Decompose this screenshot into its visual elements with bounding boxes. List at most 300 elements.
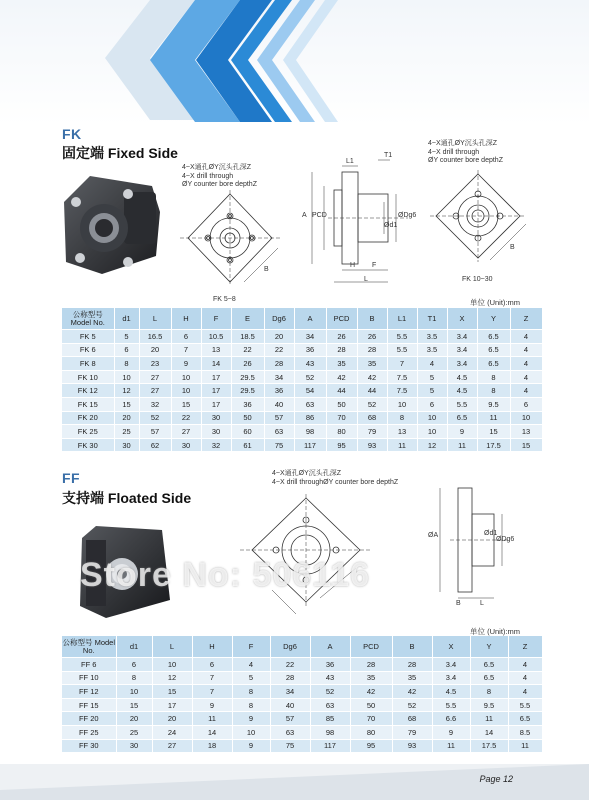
value-cell: 15 — [152, 685, 192, 699]
value-cell: 7.5 — [387, 384, 417, 398]
value-cell: 93 — [357, 438, 387, 451]
value-cell: 4 — [510, 357, 542, 371]
header-banner — [0, 0, 589, 125]
value-cell: 68 — [392, 712, 432, 726]
value-cell: 9 — [447, 425, 477, 439]
value-cell: 8 — [114, 357, 139, 371]
model-cell: FK 8 — [62, 357, 114, 371]
value-cell: 7 — [171, 343, 201, 357]
value-cell: 7.5 — [387, 370, 417, 384]
value-cell: 70 — [350, 712, 392, 726]
table-row — [62, 671, 542, 685]
value-cell: 93 — [392, 739, 432, 752]
value-cell: 6.5 — [470, 658, 508, 672]
value-cell: 12 — [114, 384, 139, 398]
value-cell: 4 — [510, 370, 542, 384]
value-cell: 27 — [139, 370, 171, 384]
value-cell: 18 — [192, 739, 232, 752]
fk-dim-l1: L1 — [346, 158, 354, 165]
value-cell: 80 — [326, 425, 357, 439]
value-cell: 36 — [310, 658, 350, 672]
table-header-cell: A — [294, 308, 326, 330]
value-cell: 15 — [114, 397, 139, 411]
value-cell: 6.6 — [432, 712, 470, 726]
value-cell: 28 — [357, 343, 387, 357]
value-cell: 7 — [387, 357, 417, 371]
value-cell: 8 — [232, 698, 270, 712]
value-cell: 4 — [508, 671, 542, 685]
value-cell: 18.5 — [231, 330, 264, 344]
page-number: Page 12 — [479, 774, 513, 784]
value-cell: 10 — [510, 411, 542, 425]
value-cell: 20 — [139, 343, 171, 357]
value-cell: 11 — [192, 712, 232, 726]
table-header-cell: Z — [508, 636, 542, 658]
value-cell: 10 — [116, 685, 152, 699]
table-header-cell: L — [152, 636, 192, 658]
fk-section-title: 固定端 Fixed Side — [62, 145, 178, 161]
fk-dim-b-left: B — [264, 266, 269, 273]
table-header-cell: 公称型号 Model No. — [62, 636, 116, 658]
model-cell: FK 12 — [62, 384, 114, 398]
value-cell: 28 — [326, 343, 357, 357]
value-cell: 36 — [231, 397, 264, 411]
ff-unit-note: 单位 (Unit):mm — [470, 627, 520, 636]
table-header-cell: L — [139, 308, 171, 330]
value-cell: 10.5 — [201, 330, 231, 344]
table-header-cell: H — [192, 636, 232, 658]
value-cell: 9.5 — [470, 698, 508, 712]
value-cell: 28 — [270, 671, 310, 685]
value-cell: 15 — [116, 698, 152, 712]
value-cell: 4.5 — [432, 685, 470, 699]
chevron-banner-graphic — [0, 0, 589, 125]
value-cell: 29.5 — [231, 370, 264, 384]
value-cell: 75 — [264, 438, 294, 451]
ff-dim-d1: Ød1 — [484, 530, 498, 537]
value-cell: 34 — [294, 330, 326, 344]
model-cell: FF 20 — [62, 712, 116, 726]
value-cell: 70 — [326, 411, 357, 425]
table-header-cell: H — [171, 308, 201, 330]
ff-section-code: FF — [62, 470, 81, 486]
fk1030-front-drawing — [430, 170, 530, 279]
value-cell: 6 — [114, 343, 139, 357]
model-cell: FK 30 — [62, 438, 114, 451]
table-row — [62, 425, 542, 439]
value-cell: 4.5 — [447, 370, 477, 384]
fk-dim-h: H — [350, 262, 356, 269]
table-header-cell: F — [232, 636, 270, 658]
table-header-cell: L1 — [387, 308, 417, 330]
value-cell: 9 — [232, 712, 270, 726]
value-cell: 8 — [116, 671, 152, 685]
table-header-cell: d1 — [116, 636, 152, 658]
value-cell: 52 — [139, 411, 171, 425]
table-row — [62, 343, 542, 357]
value-cell: 11 — [432, 739, 470, 752]
value-cell: 61 — [231, 438, 264, 451]
value-cell: 14 — [470, 725, 508, 739]
ff-side-drawing — [420, 484, 520, 609]
value-cell: 22 — [264, 343, 294, 357]
table-header-cell: Z — [510, 308, 542, 330]
value-cell: 40 — [264, 397, 294, 411]
value-cell: 27 — [139, 384, 171, 398]
table-row — [62, 685, 542, 699]
fk-dim-a: A — [302, 212, 307, 219]
model-cell: FK 6 — [62, 343, 114, 357]
table-header-cell: Y — [470, 636, 508, 658]
ff-drill-note: 4~X通孔ØY沉头孔深Z 4~X drill throughØY counter bore depthZ — [272, 470, 399, 486]
value-cell: 10 — [171, 384, 201, 398]
value-cell: 54 — [294, 384, 326, 398]
table-header-cell: Dg6 — [264, 308, 294, 330]
value-cell: 36 — [294, 343, 326, 357]
value-cell: 68 — [357, 411, 387, 425]
value-cell: 8 — [470, 685, 508, 699]
value-cell: 6.5 — [477, 343, 510, 357]
value-cell: 35 — [350, 671, 392, 685]
value-cell: 35 — [392, 671, 432, 685]
model-cell: FF 12 — [62, 685, 116, 699]
value-cell: 63 — [270, 725, 310, 739]
value-cell: 11 — [477, 411, 510, 425]
value-cell: 3.4 — [447, 343, 477, 357]
value-cell: 4 — [510, 343, 542, 357]
value-cell: 5 — [417, 384, 447, 398]
table-row — [62, 357, 542, 371]
value-cell: 15 — [477, 425, 510, 439]
value-cell: 8 — [477, 384, 510, 398]
value-cell: 6 — [192, 658, 232, 672]
value-cell: 10 — [114, 370, 139, 384]
fk-dim-dg6: ØDg6 — [398, 212, 417, 219]
value-cell: 20 — [114, 411, 139, 425]
value-cell: 17.5 — [470, 739, 508, 752]
value-cell: 4 — [510, 330, 542, 344]
model-cell: FK 10 — [62, 370, 114, 384]
value-cell: 6 — [171, 330, 201, 344]
table-header-cell: B — [392, 636, 432, 658]
value-cell: 27 — [171, 425, 201, 439]
value-cell: 30 — [171, 438, 201, 451]
value-cell: 14 — [192, 725, 232, 739]
value-cell: 4 — [417, 357, 447, 371]
value-cell: 4 — [508, 685, 542, 699]
value-cell: 6 — [510, 397, 542, 411]
fk-dim-pcd: PCD — [312, 212, 327, 219]
fk-dim-f: F — [372, 262, 377, 269]
table-row — [62, 698, 542, 712]
value-cell: 34 — [270, 685, 310, 699]
value-cell: 6.5 — [477, 357, 510, 371]
model-cell: FF 6 — [62, 658, 116, 672]
value-cell: 16.5 — [139, 330, 171, 344]
table-header-cell: 公称型号 Model No. — [62, 308, 114, 330]
value-cell: 28 — [392, 658, 432, 672]
value-cell: 20 — [116, 712, 152, 726]
value-cell: 3.5 — [417, 343, 447, 357]
value-cell: 52 — [357, 397, 387, 411]
value-cell: 42 — [357, 370, 387, 384]
table-row — [62, 411, 542, 425]
value-cell: 5.5 — [508, 698, 542, 712]
value-cell: 117 — [294, 438, 326, 451]
value-cell: 17 — [201, 384, 231, 398]
value-cell: 20 — [152, 712, 192, 726]
value-cell: 3.5 — [417, 330, 447, 344]
value-cell: 3.4 — [432, 658, 470, 672]
value-cell: 3.4 — [447, 357, 477, 371]
value-cell: 17 — [152, 698, 192, 712]
fk-dim-l: L — [364, 276, 368, 283]
table-row — [62, 739, 542, 752]
value-cell: 60 — [231, 425, 264, 439]
value-cell: 15 — [510, 438, 542, 451]
value-cell: 22 — [171, 411, 201, 425]
model-cell: FF 25 — [62, 725, 116, 739]
ff-table-header-row — [62, 636, 542, 658]
value-cell: 10 — [417, 411, 447, 425]
value-cell: 79 — [392, 725, 432, 739]
ff-dim-b: B — [456, 600, 461, 607]
value-cell: 75 — [270, 739, 310, 752]
value-cell: 79 — [357, 425, 387, 439]
fk-spec-table — [62, 308, 543, 451]
table-header-cell: X — [432, 636, 470, 658]
value-cell: 9 — [192, 698, 232, 712]
value-cell: 40 — [270, 698, 310, 712]
value-cell: 5 — [114, 330, 139, 344]
value-cell: 17.5 — [477, 438, 510, 451]
ff-dim-l: L — [480, 600, 484, 607]
value-cell: 15 — [171, 397, 201, 411]
value-cell: 26 — [231, 357, 264, 371]
value-cell: 26 — [326, 330, 357, 344]
value-cell: 63 — [294, 397, 326, 411]
value-cell: 5.5 — [387, 330, 417, 344]
table-row — [62, 712, 542, 726]
model-cell: FF 10 — [62, 671, 116, 685]
model-cell: FK 20 — [62, 411, 114, 425]
value-cell: 12 — [152, 671, 192, 685]
value-cell: 27 — [152, 739, 192, 752]
ff-table-body — [62, 658, 542, 753]
value-cell: 8 — [387, 411, 417, 425]
value-cell: 29.5 — [231, 384, 264, 398]
value-cell: 57 — [264, 411, 294, 425]
fk-dim-b-right: B — [510, 244, 515, 251]
ff-section-title: 支持端 Floated Side — [62, 490, 192, 506]
value-cell: 9 — [171, 357, 201, 371]
table-header-cell: T1 — [417, 308, 447, 330]
value-cell: 13 — [387, 425, 417, 439]
store-watermark: Store No: 506116 — [80, 556, 371, 594]
value-cell: 24 — [152, 725, 192, 739]
model-cell: FF 15 — [62, 698, 116, 712]
value-cell: 50 — [326, 397, 357, 411]
ff-dim-dg6: ØDg6 — [496, 536, 515, 543]
table-row — [62, 658, 542, 672]
value-cell: 6 — [116, 658, 152, 672]
value-cell: 26 — [357, 330, 387, 344]
value-cell: 10 — [417, 425, 447, 439]
value-cell: 5.5 — [387, 343, 417, 357]
value-cell: 25 — [114, 425, 139, 439]
value-cell: 7 — [192, 671, 232, 685]
value-cell: 30 — [114, 438, 139, 451]
table-header-cell: Y — [477, 308, 510, 330]
value-cell: 11 — [470, 712, 508, 726]
value-cell: 5.5 — [432, 698, 470, 712]
fk-table-header-row — [62, 308, 542, 330]
value-cell: 20 — [264, 330, 294, 344]
value-cell: 98 — [310, 725, 350, 739]
value-cell: 6 — [417, 397, 447, 411]
table-row — [62, 397, 542, 411]
value-cell: 28 — [264, 357, 294, 371]
fk58-front-drawing — [180, 190, 280, 299]
value-cell: 3.4 — [447, 330, 477, 344]
table-row — [62, 370, 542, 384]
value-cell: 11 — [387, 438, 417, 451]
ff-dim-a: ØA — [428, 532, 439, 539]
value-cell: 52 — [310, 685, 350, 699]
value-cell: 62 — [139, 438, 171, 451]
value-cell: 25 — [116, 725, 152, 739]
value-cell: 4 — [508, 658, 542, 672]
value-cell: 63 — [310, 698, 350, 712]
value-cell: 30 — [201, 411, 231, 425]
table-header-cell: B — [357, 308, 387, 330]
value-cell: 6.5 — [477, 330, 510, 344]
table-header-cell: d1 — [114, 308, 139, 330]
value-cell: 6.5 — [470, 671, 508, 685]
fk-dim-t1: T1 — [384, 152, 393, 159]
table-header-cell: E — [231, 308, 264, 330]
value-cell: 117 — [310, 739, 350, 752]
fk-product-photo — [62, 172, 162, 283]
value-cell: 4.5 — [447, 384, 477, 398]
fk-drill-note-left: 4~X通孔ØY沉头孔深Z 4~X drill through ØY counter bore depthZ — [182, 164, 257, 188]
value-cell: 86 — [294, 411, 326, 425]
value-cell: 8 — [232, 685, 270, 699]
table-row — [62, 438, 542, 451]
value-cell: 57 — [139, 425, 171, 439]
value-cell: 9 — [432, 725, 470, 739]
value-cell: 4 — [510, 384, 542, 398]
value-cell: 80 — [350, 725, 392, 739]
value-cell: 5 — [232, 671, 270, 685]
value-cell: 10 — [387, 397, 417, 411]
ff-spec-table — [62, 636, 543, 752]
value-cell: 35 — [357, 357, 387, 371]
fk-dim-d1: Ød1 — [384, 222, 398, 229]
value-cell: 42 — [392, 685, 432, 699]
table-row — [62, 725, 542, 739]
value-cell: 42 — [350, 685, 392, 699]
value-cell: 10 — [152, 658, 192, 672]
value-cell: 23 — [139, 357, 171, 371]
value-cell: 36 — [264, 384, 294, 398]
value-cell: 44 — [326, 384, 357, 398]
value-cell: 85 — [310, 712, 350, 726]
model-cell: FK 15 — [62, 397, 114, 411]
value-cell: 57 — [270, 712, 310, 726]
value-cell: 44 — [357, 384, 387, 398]
fk-side-drawing — [298, 150, 416, 295]
table-header-cell: X — [447, 308, 477, 330]
value-cell: 6.5 — [508, 712, 542, 726]
table-header-cell: PCD — [326, 308, 357, 330]
table-header-cell: PCD — [350, 636, 392, 658]
fk-section-code: FK — [62, 126, 82, 142]
value-cell: 8.5 — [508, 725, 542, 739]
value-cell: 95 — [350, 739, 392, 752]
value-cell: 8 — [477, 370, 510, 384]
value-cell: 30 — [116, 739, 152, 752]
value-cell: 11 — [508, 739, 542, 752]
value-cell: 4 — [232, 658, 270, 672]
table-row — [62, 330, 542, 344]
value-cell: 52 — [294, 370, 326, 384]
value-cell: 98 — [294, 425, 326, 439]
value-cell: 6.5 — [447, 411, 477, 425]
value-cell: 14 — [201, 357, 231, 371]
value-cell: 32 — [201, 438, 231, 451]
value-cell: 17 — [201, 370, 231, 384]
model-cell: FF 30 — [62, 739, 116, 752]
value-cell: 22 — [231, 343, 264, 357]
model-cell: FK 25 — [62, 425, 114, 439]
fk-unit-note: 单位 (Unit):mm — [470, 298, 520, 307]
value-cell: 28 — [350, 658, 392, 672]
value-cell: 30 — [201, 425, 231, 439]
value-cell: 50 — [231, 411, 264, 425]
value-cell: 13 — [510, 425, 542, 439]
value-cell: 43 — [294, 357, 326, 371]
fk1030-label: FK 10~30 — [462, 276, 493, 283]
fk-table-body — [62, 330, 542, 452]
value-cell: 12 — [417, 438, 447, 451]
value-cell: 50 — [350, 698, 392, 712]
value-cell: 10 — [232, 725, 270, 739]
value-cell: 5 — [417, 370, 447, 384]
value-cell: 10 — [171, 370, 201, 384]
value-cell: 17 — [201, 397, 231, 411]
table-row — [62, 384, 542, 398]
value-cell: 5.5 — [447, 397, 477, 411]
value-cell: 9.5 — [477, 397, 510, 411]
value-cell: 13 — [201, 343, 231, 357]
table-header-cell: A — [310, 636, 350, 658]
value-cell: 43 — [310, 671, 350, 685]
value-cell: 52 — [392, 698, 432, 712]
value-cell: 11 — [447, 438, 477, 451]
model-cell: FK 5 — [62, 330, 114, 344]
value-cell: 7 — [192, 685, 232, 699]
table-header-cell: Dg6 — [270, 636, 310, 658]
value-cell: 22 — [270, 658, 310, 672]
fk58-label: FK 5~8 — [213, 296, 236, 303]
value-cell: 35 — [326, 357, 357, 371]
value-cell: 95 — [326, 438, 357, 451]
value-cell: 32 — [139, 397, 171, 411]
fk-drill-note-right: 4~X通孔ØY沉头孔深Z 4~X drill through ØY counter bore depthZ — [428, 140, 503, 164]
table-header-cell: F — [201, 308, 231, 330]
value-cell: 9 — [232, 739, 270, 752]
